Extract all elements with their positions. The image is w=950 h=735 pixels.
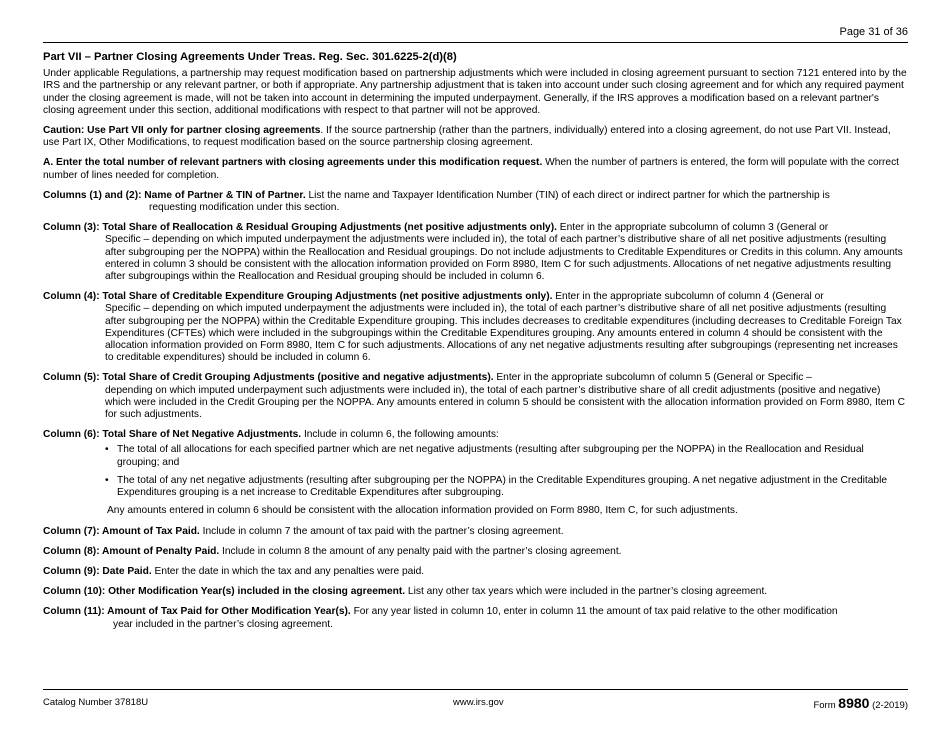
columns-1-2-label: Columns (1) and (2): Name of Partner & TIN of Partner. xyxy=(43,189,306,201)
column-7-label: Column (7): Amount of Tax Paid. xyxy=(43,525,200,537)
top-rule xyxy=(43,42,908,43)
column-8-label: Column (8): Amount of Penalty Paid. xyxy=(43,545,220,557)
column-4-entry xyxy=(43,291,908,364)
column-11-text: For any year listed in column 10, enter in column 11 the amount of tax paid relative to the other modification xyxy=(350,606,838,618)
column-10-text: List any other tax years which were included in the partner’s closing agreement. xyxy=(405,586,768,598)
column-9-entry xyxy=(43,566,908,578)
column-5-continuation: depending on which imputed underpayment such adjustments were included in), the total of each partner’s distributive share of all credit adjustments (positive and negative) which were included in the Credit Grouping per the NOPPA. Any amounts entered in column 5 should be consistent with the allocation information provided on Form 8980, Item C for such adjustments. xyxy=(105,384,905,421)
column-3-label: Column (3): Total Share of Reallocation & Residual Grouping Adjustments (net positive adjustments only). xyxy=(43,222,557,234)
irs-website: www.irs.gov xyxy=(453,697,504,708)
form-number: 8980 xyxy=(838,695,870,711)
column-6-text: Include in column 6, the following amounts: xyxy=(301,429,499,441)
column-5-text: Enter in the appropriate subcolumn of column 5 (General or Specific – xyxy=(493,372,812,384)
column-8-text: Include in column 8 the amount of any penalty paid with the partner’s closing agreement. xyxy=(219,545,622,557)
intro-paragraph: Under applicable Regulations, a partnership may request modification based on partnership adjustments which were included in closing agreement pursuant to section 7121 entered into by the IRS and the partnership or any relevant partner, or both if appropriate. Any partnership adjustment that is taken into account under such closing agreement and for which any required payment under the closing agreement is made, will not be taken into account in determining the imputed underpayment. Generally, if the IRS approves a modification based on a relevant partner's closing agreement under this section, additional modifications with respect to that partner will not be approved. xyxy=(43,68,907,116)
columns-1-2-entry xyxy=(43,190,908,214)
instructions-body xyxy=(43,51,908,639)
caution-label: Caution: Use Part VII only for partner closing agreements xyxy=(43,125,321,137)
form-identifier xyxy=(813,695,908,711)
columns-1-2-continuation: requesting modification under this section. xyxy=(149,202,340,214)
page-number: Page 31 of 36 xyxy=(839,26,908,38)
item-a-paragraph xyxy=(43,157,908,181)
column-8-entry xyxy=(43,546,908,558)
column-11-continuation: year included in the partner’s closing agreement. xyxy=(113,618,333,630)
form-word: Form xyxy=(813,700,836,711)
column-6-bullet-1: • The total of all allocations for each specified partner which are net negative adjustments (resulting after subgrouping per the NOPPA) in the Reallocation and Residual grouping; and xyxy=(105,444,864,468)
columns-1-2-text: List the name and Taxpayer Identification Number (TIN) of each direct or indirect partner for which the partnership is xyxy=(305,189,830,201)
column-4-continuation: Specific – depending on which imputed underpayment the adjustments were included in), the total of each partner’s distributive share of all net positive adjustments (resulting after subgrouping per the NOPPA) within the Creditable Expenditure grouping. This includes decreases to creditable expenditures (including decreases to Creditable Foreign Tax Expenditures (CFTEs) which were included in the subgroupings within the Creditable Expenditures grouping. Any amounts entered in column 4 should be consistent with the allocation information provided on Form 8980, Item C for such adjustments. Allocations of any net negative adjustments resulting after subgroupings (representing net increases to creditable expenditures) should be included in column 6. xyxy=(105,303,902,364)
column-9-text: Enter the date in which the tax and any penalties were paid. xyxy=(151,565,425,577)
document-page xyxy=(43,0,908,735)
column-10-label: Column (10): Other Modification Year(s) included in the closing agreement. xyxy=(43,586,406,598)
column-3-text: Enter in the appropriate subcolumn of column 3 (General or xyxy=(556,222,829,234)
column-11-label: Column (11): Amount of Tax Paid for Other Modification Year(s). xyxy=(43,606,351,618)
column-7-entry xyxy=(43,526,908,538)
column-3-entry xyxy=(43,222,908,283)
form-revision: (2-2019) xyxy=(872,700,908,711)
column-3-continuation: Specific – depending on which imputed underpayment the adjustments were included in), the total of each partner’s distributive share of all net positive adjustments (resulting after subgrouping per the NOPPA) within the Reallocation and Residual groupings. Do not include adjustments to Creditable Expenditures or Credits in this column. Any amounts entered in column 3 should be consistent with the allocation information provided on Form 8980, Item C for such adjustments. Allocations of net negative adjustments resulting after subgroupings within the Reallocation and Residual grouping should be included in column 6. xyxy=(105,234,903,283)
column-4-label: Column (4): Total Share of Creditable Expenditure Grouping Adjustments (net positive adjustments only). xyxy=(43,291,553,303)
column-9-label: Column (9): Date Paid. xyxy=(43,565,152,577)
column-5-entry xyxy=(43,372,908,421)
item-a-label: A. Enter the total number of relevant partners with closing agreements under this modification request. xyxy=(43,157,543,169)
column-11-entry xyxy=(43,606,908,630)
column-5-label: Column (5): Total Share of Credit Grouping Adjustments (positive and negative adjustments). xyxy=(43,372,494,384)
catalog-number: Catalog Number 37818U xyxy=(43,697,149,708)
page-footer xyxy=(43,689,908,711)
column-10-entry xyxy=(43,586,908,598)
column-6-note: Any amounts entered in column 6 should be consistent with the allocation information provided on Form 8980, Item C, for such adjustments. xyxy=(107,505,738,517)
column-6-bullet-2: • The total of any net negative adjustments (resulting after subgrouping per the NOPPA) in the Creditable Expenditures grouping. A net negative adjustment in the Creditable Expenditures grouping is a net increase to Creditable Expenditures after subgrouping. xyxy=(105,474,887,499)
column-6-entry xyxy=(43,429,908,517)
caution-paragraph xyxy=(43,125,908,149)
item-a-text: When the number of partners is entered, the form will populate with the correct number of lines needed for completion. xyxy=(43,157,900,181)
column-4-text: Enter in the appropriate subcolumn of column 4 (General or xyxy=(552,291,824,303)
column-6-bullet-list xyxy=(105,444,908,499)
column-7-text: Include in column 7 the amount of tax paid with the partner’s closing agreement. xyxy=(199,525,564,537)
caution-text: . If the source partnership (rather than the partners, individually) entered into a closing agreement, do not use Part VII. Instead, use Part IX, Other Modifications, to request modification based on the source partnership closing agreement. xyxy=(43,125,891,149)
part-title: Part VII – Partner Closing Agreements Under Treas. Reg. Sec. 301.6225-2(d)(8) xyxy=(43,51,457,63)
column-6-label: Column (6): Total Share of Net Negative Adjustments. xyxy=(43,429,302,441)
